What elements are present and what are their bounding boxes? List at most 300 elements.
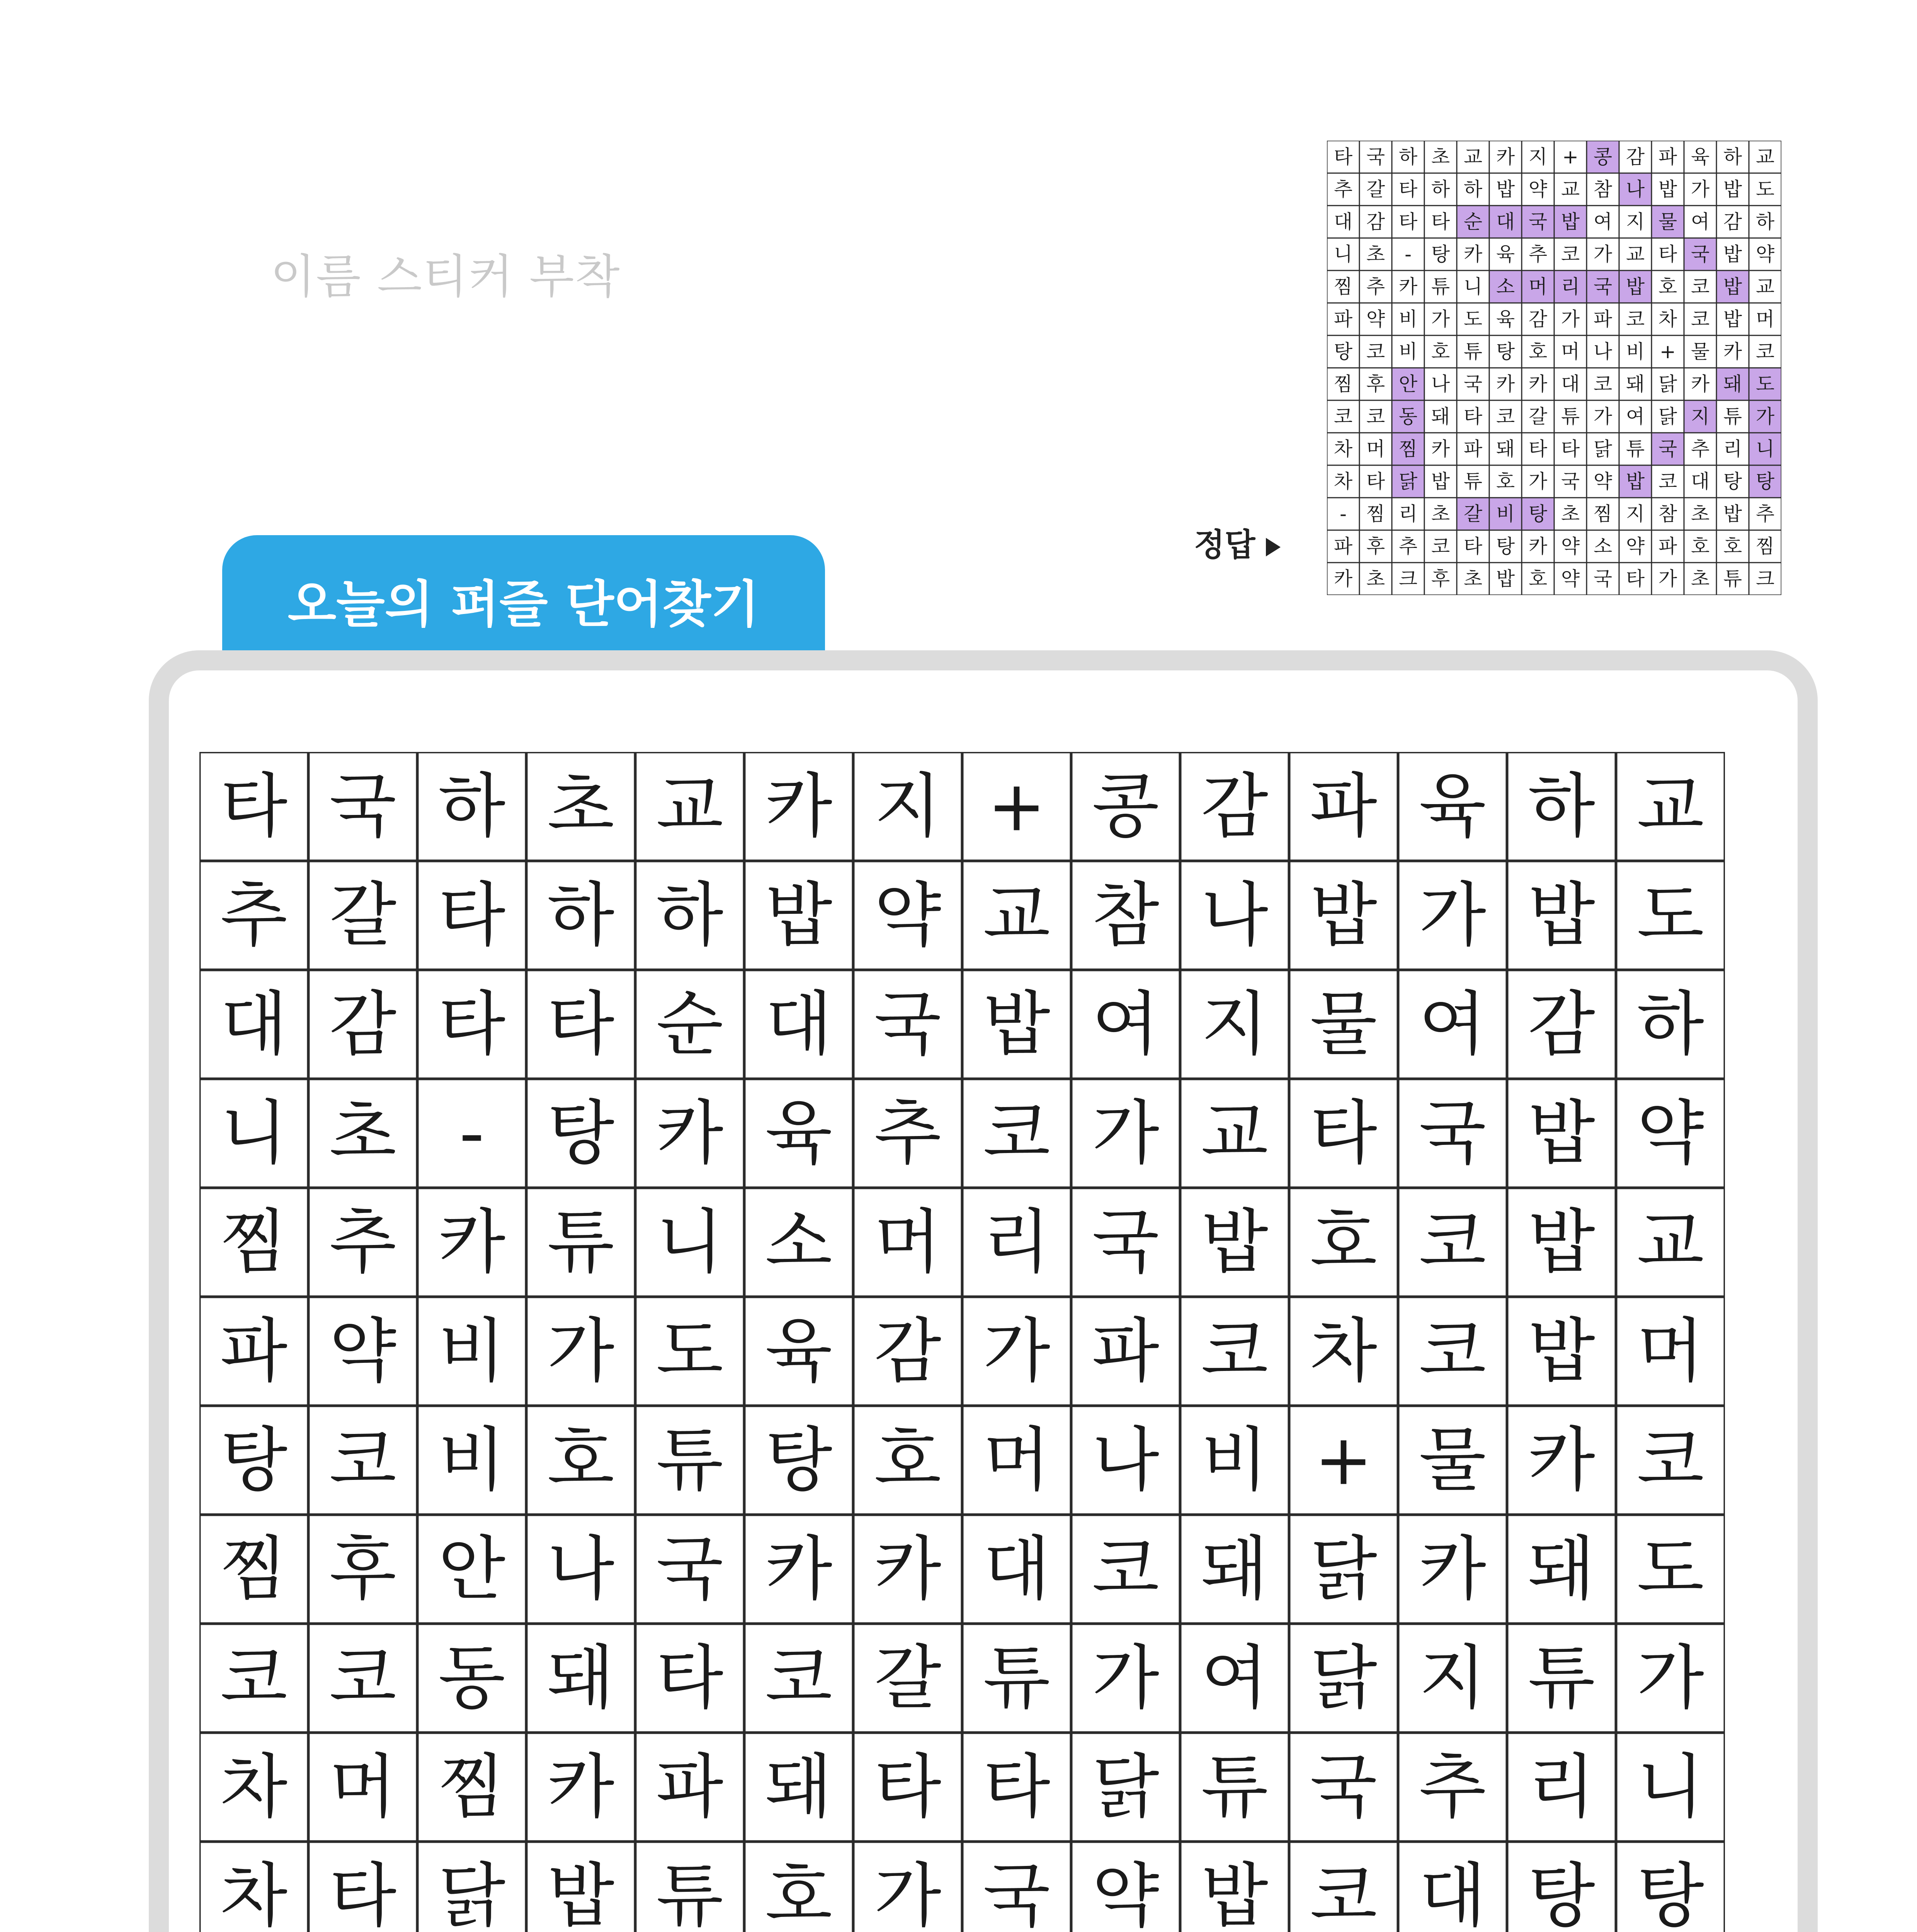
puzzle-cell: 물 (1419, 1420, 1486, 1501)
answer-label-text: 정답 (1194, 527, 1255, 563)
answer-cell: 튜 (1463, 470, 1483, 493)
answer-cell: 코 (1561, 243, 1580, 265)
answer-cell: 호 (1496, 470, 1515, 493)
answer-cell: 탕 (1496, 340, 1515, 363)
triangle-right-icon (1266, 538, 1281, 556)
puzzle-cell: 가 (1092, 1638, 1159, 1719)
answer-cell: 튜 (1463, 340, 1483, 363)
answer-cell: 추 (1398, 535, 1418, 558)
puzzle-cell: 나 (1201, 875, 1268, 956)
answer-cell: 육 (1496, 308, 1515, 330)
puzzle-cell: 리 (1528, 1747, 1595, 1828)
puzzle-cell: 약 (874, 875, 941, 956)
puzzle-cell: 타 (1310, 1093, 1377, 1174)
answer-cell: 참 (1658, 503, 1677, 525)
answer-cell: 닭 (1593, 438, 1613, 460)
puzzle-cell: 대 (1419, 1855, 1486, 1932)
puzzle-cell: 약 (1637, 1093, 1704, 1174)
puzzle-cell: 나 (547, 1529, 614, 1610)
puzzle-cell: 육 (765, 1311, 832, 1392)
answer-cell: 코 (1691, 308, 1710, 330)
answer-cell: 국 (1463, 373, 1483, 395)
puzzle-cell: 타 (438, 984, 505, 1065)
puzzle-cell: 타 (547, 984, 614, 1065)
puzzle-cell: 돼 (1201, 1529, 1268, 1610)
answer-cell: 교 (1755, 146, 1775, 168)
puzzle-cell: 코 (765, 1638, 832, 1719)
answer-cell: 지 (1626, 211, 1645, 233)
answer-cell: 리 (1561, 276, 1580, 298)
answer-cell: 약 (1561, 535, 1580, 558)
puzzle-cell: 튜 (547, 1202, 614, 1283)
puzzle-cell: 머 (874, 1202, 941, 1283)
answer-cell: 호 (1528, 340, 1548, 363)
answer-cell: 국 (1593, 276, 1613, 298)
answer-cell: 추 (1334, 178, 1353, 201)
answer-cell: 감 (1366, 211, 1385, 233)
answer-cell: 코 (1626, 308, 1645, 330)
answer-cell: 파 (1334, 308, 1353, 330)
answer-cell: 감 (1528, 308, 1548, 330)
puzzle-cell: 찜 (438, 1747, 505, 1828)
answer-cell: 코 (1366, 405, 1385, 428)
answer-cell: 후 (1366, 373, 1385, 395)
puzzle-cell: 타 (438, 875, 505, 956)
answer-cell: + (1660, 340, 1676, 363)
answer-cell: 타 (1528, 438, 1548, 460)
answer-cell: 초 (1431, 146, 1450, 168)
answer-cell: 가 (1528, 470, 1548, 493)
answer-cell: 타 (1658, 243, 1677, 265)
answer-cell: 닭 (1658, 405, 1677, 428)
name-sticker-area: 이름 스티커 부착 (270, 250, 621, 304)
puzzle-cell: 물 (1310, 984, 1377, 1065)
puzzle-cell: 코 (1310, 1855, 1377, 1932)
answer-cell: 탕 (1528, 503, 1548, 525)
answer-cell: 국 (1528, 211, 1548, 233)
answer-grid (1327, 141, 1781, 595)
puzzle-cell: 닭 (438, 1855, 505, 1932)
answer-cell: 약 (1561, 568, 1580, 590)
answer-cell: 나 (1431, 373, 1450, 395)
puzzle-cell: 하 (438, 766, 505, 847)
puzzle-cell: 추 (1419, 1747, 1486, 1828)
answer-cell: 가 (1755, 405, 1775, 428)
puzzle-cell: 하 (656, 875, 723, 956)
puzzle-cell: 카 (765, 1529, 832, 1610)
puzzle-cell: 소 (765, 1202, 832, 1283)
answer-cell: 대 (1496, 211, 1515, 233)
puzzle-cell: 튜 (656, 1420, 723, 1501)
answer-cell: 가 (1593, 243, 1613, 265)
answer-cell: 국 (1366, 146, 1385, 168)
answer-cell: 순 (1463, 211, 1483, 233)
answer-cell: 탕 (1334, 340, 1353, 363)
answer-cell: 찜 (1334, 276, 1353, 298)
puzzle-cell: 국 (1092, 1202, 1159, 1283)
puzzle-cell: 도 (656, 1311, 723, 1392)
puzzle-cell: 탕 (1637, 1855, 1704, 1932)
puzzle-cell: 닭 (1092, 1747, 1159, 1828)
answer-cell: 초 (1366, 568, 1385, 590)
puzzle-cell: 타 (220, 766, 287, 847)
puzzle-cell: 가 (983, 1311, 1050, 1392)
answer-cell: 타 (1398, 211, 1418, 233)
answer-cell: 튜 (1561, 405, 1580, 428)
answer-cell: 육 (1496, 243, 1515, 265)
puzzle-cell: 가 (1637, 1638, 1704, 1719)
puzzle-cell: 국 (1419, 1093, 1486, 1174)
puzzle-cell: 밥 (1528, 875, 1595, 956)
answer-cell: 닭 (1658, 373, 1677, 395)
puzzle-cell: 밥 (1310, 875, 1377, 956)
answer-cell: 밥 (1723, 503, 1742, 525)
puzzle-cell: 호 (1310, 1202, 1377, 1283)
answer-cell: 소 (1496, 276, 1515, 298)
puzzle-cell: 카 (438, 1202, 505, 1283)
answer-cell: 감 (1626, 146, 1645, 168)
answer-cell: 비 (1626, 340, 1645, 363)
answer-cell: 밥 (1561, 211, 1580, 233)
answer-cell: 닭 (1398, 470, 1418, 493)
puzzle-cell: 감 (1201, 766, 1268, 847)
puzzle-cell: + (987, 766, 1046, 847)
puzzle-cell: 가 (1419, 875, 1486, 956)
answer-cell: 약 (1626, 535, 1645, 558)
puzzle-cell: 순 (656, 984, 723, 1065)
puzzle-cell: 찜 (220, 1529, 287, 1610)
answer-cell: 대 (1561, 373, 1580, 395)
answer-cell: 코 (1593, 373, 1613, 395)
answer-cell: 후 (1366, 535, 1385, 558)
answer-cell: 타 (1561, 438, 1580, 460)
answer-cell: 약 (1528, 178, 1548, 201)
puzzle-cell: 대 (220, 984, 287, 1065)
puzzle-cell: 하 (547, 875, 614, 956)
answer-cell: 가 (1691, 178, 1710, 201)
answer-cell: 지 (1528, 146, 1548, 168)
puzzle-cell: 닭 (1310, 1638, 1377, 1719)
answer-cell: 타 (1366, 470, 1385, 493)
answer-cell: 찜 (1398, 438, 1418, 460)
answer-cell: 콩 (1593, 146, 1613, 168)
answer-cell: 밥 (1431, 470, 1450, 493)
puzzle-cell: 약 (1092, 1855, 1159, 1932)
answer-cell: 탕 (1755, 470, 1775, 493)
puzzle-cell: 튜 (656, 1855, 723, 1932)
answer-cell: 초 (1691, 503, 1710, 525)
puzzle-cell: 탕 (547, 1093, 614, 1174)
answer-cell: 여 (1691, 211, 1710, 233)
puzzle-cell: - (459, 1093, 485, 1174)
answer-cell: 감 (1723, 211, 1742, 233)
puzzle-cell: 초 (547, 766, 614, 847)
puzzle-cell: 닭 (1310, 1529, 1377, 1610)
puzzle-cell: 밥 (1201, 1202, 1268, 1283)
answer-cell: 대 (1334, 211, 1353, 233)
answer-cell: 파 (1593, 308, 1613, 330)
answer-cell: 탕 (1496, 535, 1515, 558)
puzzle-cell: 국 (983, 1855, 1050, 1932)
puzzle-cell: 도 (1637, 1529, 1704, 1610)
puzzle-cell: 후 (329, 1529, 396, 1610)
puzzle-cell: 돼 (1528, 1529, 1595, 1610)
puzzle-cell: 머 (983, 1420, 1050, 1501)
answer-cell: 비 (1496, 503, 1515, 525)
answer-cell: 안 (1398, 373, 1418, 395)
puzzle-cell: 대 (765, 984, 832, 1065)
puzzle-cell: 니 (1637, 1747, 1704, 1828)
answer-cell: 코 (1658, 470, 1677, 493)
answer-cell: 나 (1626, 178, 1645, 201)
answer-cell: 하 (1398, 146, 1418, 168)
answer-cell: 타 (1334, 146, 1353, 168)
answer-cell: 하 (1755, 211, 1775, 233)
answer-cell: 갈 (1463, 503, 1483, 525)
title-tab (222, 535, 825, 651)
answer-cell: 밥 (1723, 276, 1742, 298)
answer-cell: 약 (1593, 470, 1613, 493)
puzzle-cell: 코 (1092, 1529, 1159, 1610)
puzzle-cell: 밥 (1528, 1093, 1595, 1174)
puzzle-cell: 밥 (983, 984, 1050, 1065)
answer-cell: 리 (1398, 503, 1418, 525)
answer-cell: 머 (1755, 308, 1775, 330)
answer-cell: 추 (1366, 276, 1385, 298)
answer-cell: 타 (1431, 211, 1450, 233)
answer-cell: 파 (1334, 535, 1353, 558)
puzzle-cell: 카 (1528, 1420, 1595, 1501)
answer-cell: 크 (1755, 568, 1775, 590)
answer-cell: 차 (1334, 470, 1353, 493)
puzzle-cell: 감 (874, 1311, 941, 1392)
answer-cell: 코 (1431, 535, 1450, 558)
answer-cell: 코 (1334, 405, 1353, 428)
answer-cell: 초 (1431, 503, 1450, 525)
puzzle-cell: 갈 (874, 1638, 941, 1719)
puzzle-cell: 여 (1092, 984, 1159, 1065)
puzzle-cell: 코 (220, 1638, 287, 1719)
puzzle-cell: 나 (1092, 1420, 1159, 1501)
answer-cell: 코 (1691, 276, 1710, 298)
puzzle-cell: 밥 (547, 1855, 614, 1932)
puzzle-cell: 가 (1092, 1093, 1159, 1174)
answer-cell: 대 (1691, 470, 1710, 493)
puzzle-cell: 육 (1419, 766, 1486, 847)
answer-cell: 가 (1593, 405, 1613, 428)
answer-cell: 튜 (1431, 276, 1450, 298)
puzzle-cell: 튜 (1528, 1638, 1595, 1719)
answer-cell: 찜 (1593, 503, 1613, 525)
answer-cell: 추 (1755, 503, 1775, 525)
puzzle-cell: 교 (1201, 1093, 1268, 1174)
answer-cell: 카 (1528, 373, 1548, 395)
answer-cell: 약 (1366, 308, 1385, 330)
puzzle-cell: 도 (1637, 875, 1704, 956)
answer-cell: 차 (1334, 438, 1353, 460)
puzzle-cell: 감 (1528, 984, 1595, 1065)
answer-cell: 카 (1496, 146, 1515, 168)
answer-cell: 갈 (1528, 405, 1548, 428)
puzzle-cell: 여 (1201, 1638, 1268, 1719)
answer-cell: 타 (1463, 405, 1483, 428)
answer-cell: 도 (1463, 308, 1483, 330)
answer-cell: 차 (1658, 308, 1677, 330)
answer-cell: 니 (1755, 438, 1775, 460)
puzzle-cell: 약 (329, 1311, 396, 1392)
answer-cell: 하 (1723, 146, 1742, 168)
puzzle-cell: 추 (874, 1093, 941, 1174)
puzzle-cell: 타 (329, 1855, 396, 1932)
answer-cell: 호 (1723, 535, 1742, 558)
answer-cell: 나 (1593, 340, 1613, 363)
answer-cell: + (1562, 146, 1579, 168)
puzzle-cell: 하 (1528, 766, 1595, 847)
puzzle-cell: 갈 (329, 875, 396, 956)
answer-cell: 교 (1561, 178, 1580, 201)
answer-cell: 호 (1658, 276, 1677, 298)
answer-cell: 파 (1658, 146, 1677, 168)
answer-cell: 돼 (1496, 438, 1515, 460)
answer-cell: 호 (1431, 340, 1450, 363)
puzzle-cell: 리 (983, 1202, 1050, 1283)
answer-cell: - (1339, 503, 1347, 525)
answer-cell: 호 (1691, 535, 1710, 558)
answer-cell: 밥 (1658, 178, 1677, 201)
answer-cell: 초 (1366, 243, 1385, 265)
puzzle-cell: 호 (547, 1420, 614, 1501)
puzzle-cell: 지 (874, 766, 941, 847)
answer-cell: 밥 (1496, 568, 1515, 590)
puzzle-cell: 파 (220, 1311, 287, 1392)
puzzle-cell: 차 (1310, 1311, 1377, 1392)
puzzle-cell: 파 (1310, 766, 1377, 847)
answer-cell: 밥 (1626, 470, 1645, 493)
answer-cell: 크 (1398, 568, 1418, 590)
answer-cell: 동 (1398, 405, 1418, 428)
answer-cell: 머 (1561, 340, 1580, 363)
answer-cell: 교 (1463, 146, 1483, 168)
puzzle-cell: 탕 (765, 1420, 832, 1501)
puzzle-cell: 참 (1092, 875, 1159, 956)
puzzle-cell: + (1314, 1420, 1373, 1501)
answer-cell: 타 (1626, 568, 1645, 590)
answer-cell: 물 (1691, 340, 1710, 363)
puzzle-cell: 초 (329, 1093, 396, 1174)
answer-cell: 카 (1496, 373, 1515, 395)
puzzle-cell: 지 (1419, 1638, 1486, 1719)
answer-cell: 초 (1691, 568, 1710, 590)
puzzle-cell: 카 (874, 1529, 941, 1610)
answer-cell: 하 (1431, 178, 1450, 201)
answer-cell: 카 (1431, 438, 1450, 460)
answer-cell: 파 (1658, 535, 1677, 558)
puzzle-cell: 코 (1419, 1202, 1486, 1283)
puzzle-cell: 여 (1419, 984, 1486, 1065)
puzzle-cell: 호 (874, 1420, 941, 1501)
answer-cell: 추 (1691, 438, 1710, 460)
puzzle-cell: 밥 (1528, 1311, 1595, 1392)
puzzle-cell: 탕 (220, 1420, 287, 1501)
answer-cell: 코 (1366, 340, 1385, 363)
answer-cell: 여 (1626, 405, 1645, 428)
puzzle-cell: 밥 (1201, 1855, 1268, 1932)
answer-cell: 튜 (1626, 438, 1645, 460)
puzzle-cell: 돼 (765, 1747, 832, 1828)
answer-cell: 가 (1658, 568, 1677, 590)
puzzle-grid (199, 752, 1725, 1932)
answer-cell: 초 (1463, 568, 1483, 590)
answer-cell: 니 (1334, 243, 1353, 265)
puzzle-cell: 국 (1310, 1747, 1377, 1828)
puzzle-cell: 카 (656, 1093, 723, 1174)
answer-cell: 가 (1561, 308, 1580, 330)
answer-cell: 초 (1561, 503, 1580, 525)
puzzle-cell: 돼 (547, 1638, 614, 1719)
answer-cell: 물 (1658, 211, 1677, 233)
answer-cell: - (1404, 243, 1412, 265)
answer-cell: 리 (1723, 438, 1742, 460)
answer-cell: 약 (1755, 243, 1775, 265)
answer-cell: 국 (1593, 568, 1613, 590)
answer-cell: 밥 (1723, 243, 1742, 265)
answer-cell: 탕 (1431, 243, 1450, 265)
puzzle-cell: 추 (220, 875, 287, 956)
puzzle-cell: 튜 (1201, 1747, 1268, 1828)
puzzle-cell: 교 (1637, 1202, 1704, 1283)
answer-cell: 하 (1463, 178, 1483, 201)
puzzle-cell: 육 (765, 1093, 832, 1174)
answer-cell: 지 (1626, 503, 1645, 525)
puzzle-cell: 감 (329, 984, 396, 1065)
answer-cell: 탕 (1723, 470, 1742, 493)
answer-cell: 타 (1463, 535, 1483, 558)
answer-cell: 튜 (1723, 405, 1742, 428)
puzzle-cell: 콩 (1092, 766, 1159, 847)
answer-cell: 육 (1691, 146, 1710, 168)
puzzle-cell: 추 (329, 1202, 396, 1283)
puzzle-cell: 가 (547, 1311, 614, 1392)
puzzle-cell: 차 (220, 1855, 287, 1932)
answer-cell: 코 (1755, 340, 1775, 363)
answer-cell: 교 (1755, 276, 1775, 298)
answer-cell: 카 (1463, 243, 1483, 265)
puzzle-cell: 카 (1419, 1529, 1486, 1610)
puzzle-cell: 차 (220, 1747, 287, 1828)
puzzle-cell: 하 (1637, 984, 1704, 1065)
answer-cell: 카 (1723, 340, 1742, 363)
puzzle-cell: 호 (765, 1855, 832, 1932)
puzzle-cell: 대 (983, 1529, 1050, 1610)
answer-cell: 후 (1431, 568, 1450, 590)
puzzle-cell: 지 (1201, 984, 1268, 1065)
answer-cell: 국 (1658, 438, 1677, 460)
answer-cell: 참 (1593, 178, 1613, 201)
answer-cell: 돼 (1626, 373, 1645, 395)
puzzle-cell: 밥 (765, 875, 832, 956)
puzzle-cell: 니 (656, 1202, 723, 1283)
puzzle-cell: 파 (656, 1747, 723, 1828)
answer-cell: 도 (1755, 178, 1775, 201)
answer-cell: 밥 (1723, 178, 1742, 201)
answer-cell: 카 (1398, 276, 1418, 298)
page-title: 오늘의 퍼즐 단어찾기 (287, 575, 760, 634)
answer-cell: 카 (1334, 568, 1353, 590)
answer-cell: 머 (1366, 438, 1385, 460)
answer-cell: 가 (1431, 308, 1450, 330)
puzzle-cell: 밥 (1528, 1202, 1595, 1283)
puzzle-cell: 국 (329, 766, 396, 847)
